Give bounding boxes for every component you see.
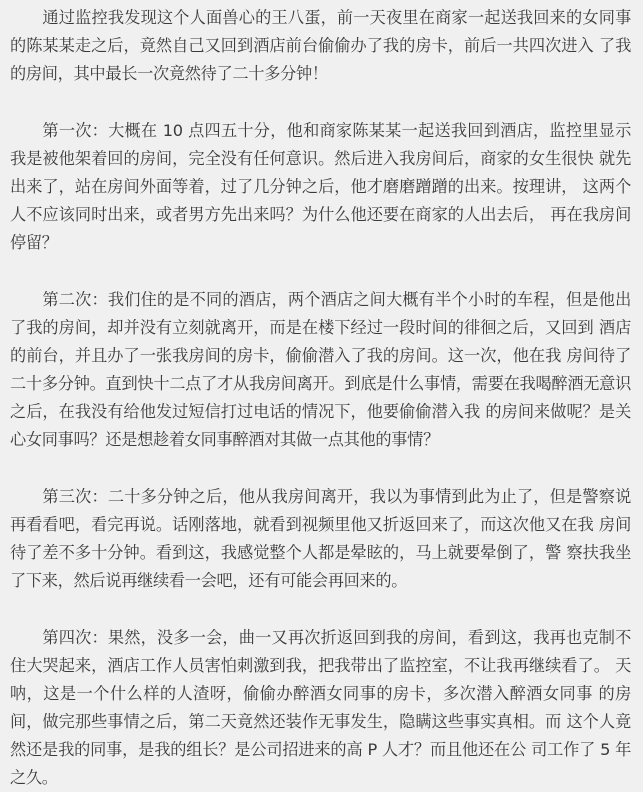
paragraph-intro: 通过监控我发现这个人面兽心的王八蛋，前一天夜里在商家一起送我回来的女同事 的陈某某走之后，竟然自己又回到酒店前台偷偷办了我的房卡，前后一共四次进入 了我的房间，其中最长一次竟然待了二十多分钟！ [10,8,631,83]
paragraph-fourth-entry: 第四次：果然，没多一会，曲一又再次折返回到我的房间，看到这，我再也克制不 住大哭起来，酒店工作人员害怕刺激到我，把我带出了监控室，不让我再继续看了。 天呐，这是一个什么样的人渣呀，偷偷办醉酒女同事的房卡，多次潜入醉酒女同事 的房间，做完那些事情之后，第二天竟然还装作无事发生，隐瞒这些事实真相。而 这个人竟然还是我的同事，是我的组长？是公司招进来的高 P 人才？而且他还在公 司工作了 5 年之久。 [10,628,631,787]
paragraph-third-entry: 第三次：二十多分钟之后，他从我房间离开，我以为事情到此为止了，但是警察说 再看看吧，看完再说。话刚落地，就看到视频里他又折返回来了，而这次他又在我 房间待了差不多十分钟。看到这，我感觉整个人都是晕眩的，马上就要晕倒了，警 察扶我坐了下来，然后说再继续看一会吧，还有可能会再回来的。 [10,487,631,590]
paragraph-first-entry: 第一次：大概在 10 点四五十分，他和商家陈某某一起送我回到酒店，监控里显示 我是被他架着回的房间，完全没有任何意识。然后进入我房间后，商家的女生很快 就先出来了，站在房间外面等着，过了几分钟之后，他才磨磨蹭蹭的出来。按理讲， 这两个人不应该同时出来，或者男方先出来吗？为什么他还要在商家的人出去后， 再在我房间停留？ [10,121,631,252]
paragraph-second-entry: 第二次：我们住的是不同的酒店，两个酒店之间大概有半个小时的车程，但是他出 了我的房间，却并没有立刻就离开，而是在楼下经过一段时间的徘徊之后，又回到 酒店的前台，并且办了一张我房间的房卡，偷偷潜入了我的房间。这一次，他在我 房间待了二十多分钟。直到快十二点了才从我房间离开。到底是什么事情，需要在我喝醉酒无意识之后，在我没有给他发过短信打过电话的情况下，他要偷偷潜入我 的房间来做呢？是关心女同事吗？还是想趁着女同事醉酒对其做一点其他的事情？ [10,290,631,449]
